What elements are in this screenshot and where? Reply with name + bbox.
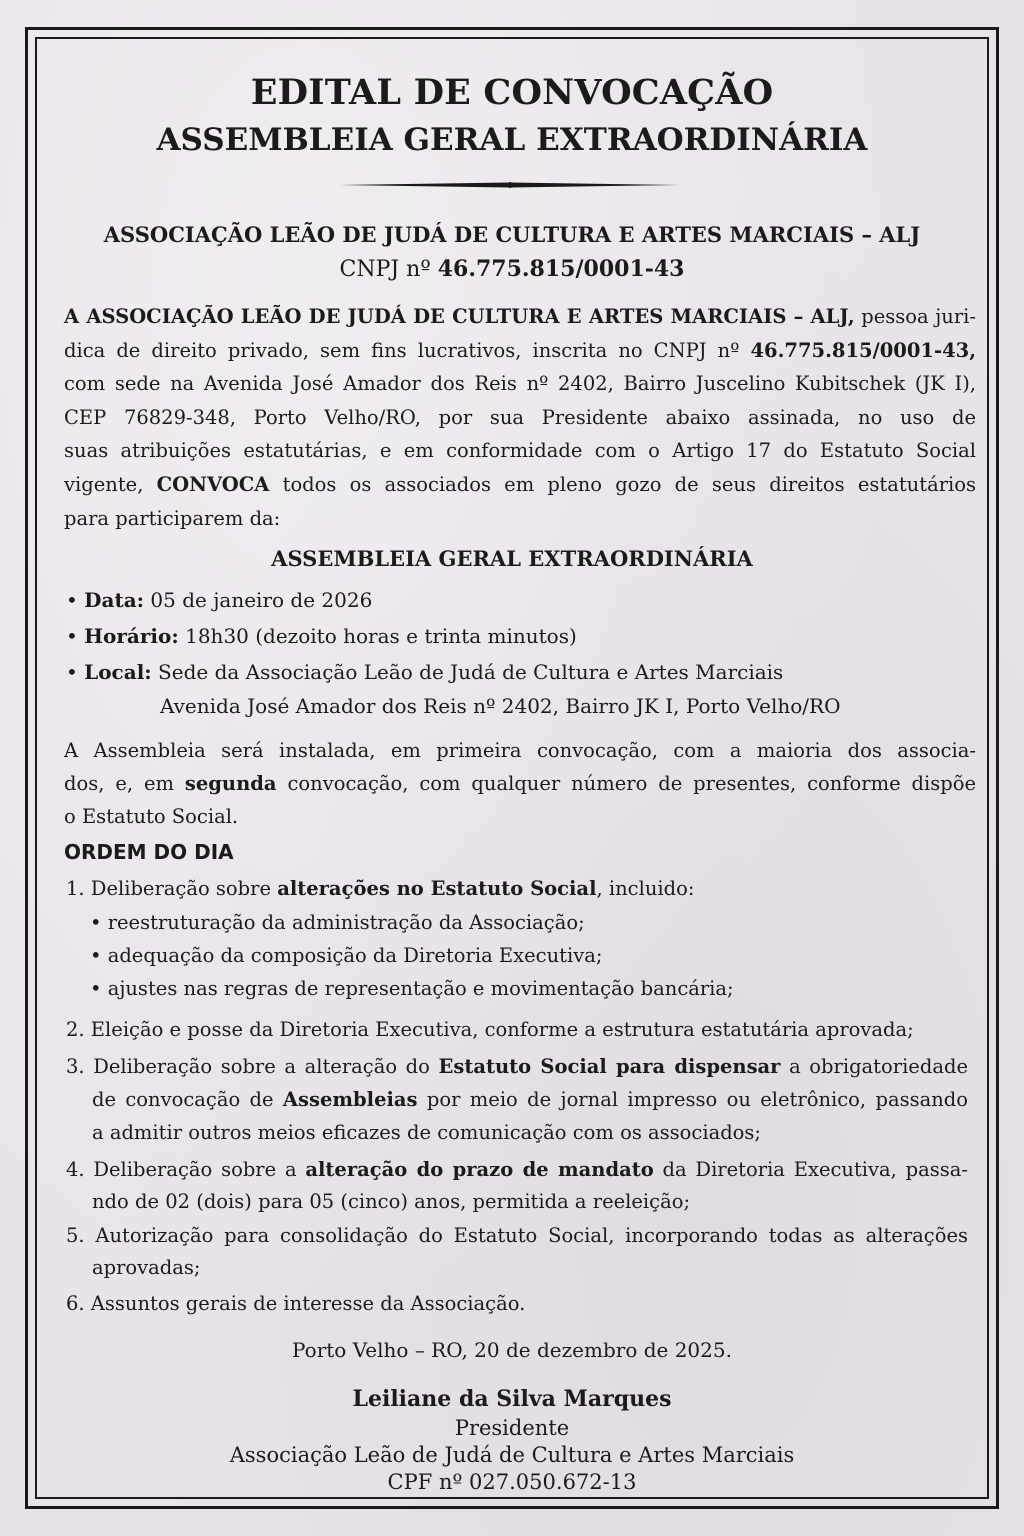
place-address: Avenida José Amador dos Reis nº 2402, Bairro JK I, Porto Velho/RO xyxy=(160,694,841,718)
agenda-bold: Assembleias xyxy=(282,1088,418,1111)
ornament-divider xyxy=(340,182,680,188)
intro-org-bold: A ASSOCIAÇÃO LEÃO DE JUDÁ DE CULTURA E ARTES MARCIAIS – ALJ, xyxy=(64,305,855,328)
agenda-heading: ORDEM DO DIA xyxy=(64,840,234,864)
agenda-text: a obrigatoriedade xyxy=(780,1055,968,1078)
agenda-item-4-line-2: ndo de 02 (dois) para 05 (cinco) anos, permitida a reeleição; xyxy=(92,1190,691,1213)
intro-text: pessoa juri- xyxy=(854,305,976,328)
organization-cnpj xyxy=(40,256,984,282)
quorum-text: dos, e, em xyxy=(64,772,185,795)
agenda-item-3 xyxy=(66,1055,968,1078)
agenda-subitem-2: • adequação da composição da Diretoria Executiva; xyxy=(90,944,603,967)
agenda-bold: Estatuto Social para dispensar xyxy=(438,1055,781,1078)
date-label: Data: xyxy=(84,588,145,612)
intro-line-5: suas atribuições estatutárias, e em conformidade com o Artigo 17 do Estatuto Social xyxy=(64,439,976,462)
intro-line-1 xyxy=(64,305,976,328)
document-subtitle: ASSEMBLEIA GERAL EXTRAORDINÁRIA xyxy=(156,122,868,158)
signer-role: Presidente xyxy=(454,1416,570,1440)
agenda-bold: alterações no Estatuto Social xyxy=(277,877,597,900)
agenda-subitem-3: • ajustes nas regras de representação e movimentação bancária; xyxy=(90,977,734,1000)
agenda-item-6: 6. Assuntos gerais de interesse da Associação. xyxy=(66,1292,526,1315)
agenda-item-5: 5. Autorização para consolidação do Estatuto Social, incorporando todas as alterações xyxy=(66,1224,968,1247)
place-value: Sede da Associação Leão de Judá de Cultura e Artes Marciais xyxy=(151,660,784,684)
detail-time: • Horário: 18h30 (dezoito horas e trinta minutos) xyxy=(66,624,577,648)
signer-name: Leiliane da Silva Marques xyxy=(352,1386,672,1412)
quorum-text: convocação, com qualquer número de presentes, conforme dispõe xyxy=(276,772,977,795)
agenda-item-2: 2. Eleição e posse da Diretoria Executiva, conforme a estrutura estatutária aprovada; xyxy=(66,1018,914,1041)
intro-text: vigente, xyxy=(64,473,157,496)
agenda-item-3-line-3: a admitir outros meios eficazes de comunicação com os associados; xyxy=(92,1121,761,1144)
agenda-bold: alteração do prazo de mandato xyxy=(305,1158,654,1181)
detail-place: • Local: Sede da Associação Leão de Judá de Cultura e Artes Marciais xyxy=(66,660,784,684)
quorum-line-2 xyxy=(64,772,976,795)
agenda-text: de convocação de xyxy=(92,1088,283,1111)
intro-line-4: CEP 76829-348, Porto Velho/RO, por sua Presidente abaixo assinada, no uso de xyxy=(64,406,976,429)
intro-text: dica de direito privado, sem fins lucrativos, inscrita no CNPJ nº xyxy=(64,339,751,362)
cnpj-value: 46.775.815/0001-43 xyxy=(437,256,685,282)
agenda-text: por meio de jornal impresso ou eletrônico, passando xyxy=(417,1088,968,1111)
time-value: 18h30 (dezoito horas e trinta minutos) xyxy=(178,624,577,648)
agenda-item-1 xyxy=(66,877,694,900)
intro-line-3: com sede na Avenida José Amador dos Reis nº 2402, Bairro Juscelino Kubitschek (JK I), xyxy=(64,372,976,395)
intro-line-7: para participarem da: xyxy=(64,507,281,530)
agenda-text: , incluido: xyxy=(596,877,695,900)
intro-line-6 xyxy=(64,473,976,496)
signer-cpf: CPF nº 027.050.672-13 xyxy=(387,1470,637,1494)
document-title: EDITAL DE CONVOCAÇÃO xyxy=(250,72,774,113)
time-label: Horário: xyxy=(84,624,179,648)
agenda-text: 3. Deliberação sobre a alteração do xyxy=(66,1055,439,1078)
place-label: Local: xyxy=(84,660,152,684)
agenda-item-3-line-2 xyxy=(92,1088,968,1111)
place-date: Porto Velho – RO, 20 de dezembro de 2025. xyxy=(292,1338,732,1362)
intro-cnpj-bold: 46.775.815/0001-43, xyxy=(750,339,976,362)
detail-date: • Data: 05 de janeiro de 2026 xyxy=(66,588,373,612)
date-value: 05 de janeiro de 2026 xyxy=(144,588,373,612)
intro-text: todos os associados em pleno gozo de seus direitos estatutários xyxy=(269,473,976,496)
segunda-bold: segunda xyxy=(184,772,277,795)
agenda-text: 1. Deliberação sobre xyxy=(66,877,278,900)
intro-line-2 xyxy=(64,339,976,362)
convoca-bold: CONVOCA xyxy=(156,473,270,496)
assembly-title: ASSEMBLEIA GERAL EXTRAORDINÁRIA xyxy=(271,546,753,571)
agenda-text: da Diretoria Executiva, passa- xyxy=(653,1158,968,1181)
cnpj-label: CNPJ nº xyxy=(339,257,431,282)
agenda-item-4 xyxy=(66,1158,968,1181)
agenda-text: 4. Deliberação sobre a xyxy=(66,1158,306,1181)
organization-name: ASSOCIAÇÃO LEÃO DE JUDÁ DE CULTURA E ARTES MARCIAIS – ALJ xyxy=(103,222,921,247)
quorum-line-1: A Assembleia será instalada, em primeira convocação, com a maioria dos associa- xyxy=(64,739,976,762)
agenda-subitem-1: • reestruturação da administração da Associação; xyxy=(90,911,585,934)
quorum-line-3: o Estatuto Social. xyxy=(64,805,239,828)
signer-organization: Associação Leão de Judá de Cultura e Artes Marciais xyxy=(229,1443,795,1467)
agenda-item-5-line-2: aprovadas; xyxy=(92,1256,201,1279)
